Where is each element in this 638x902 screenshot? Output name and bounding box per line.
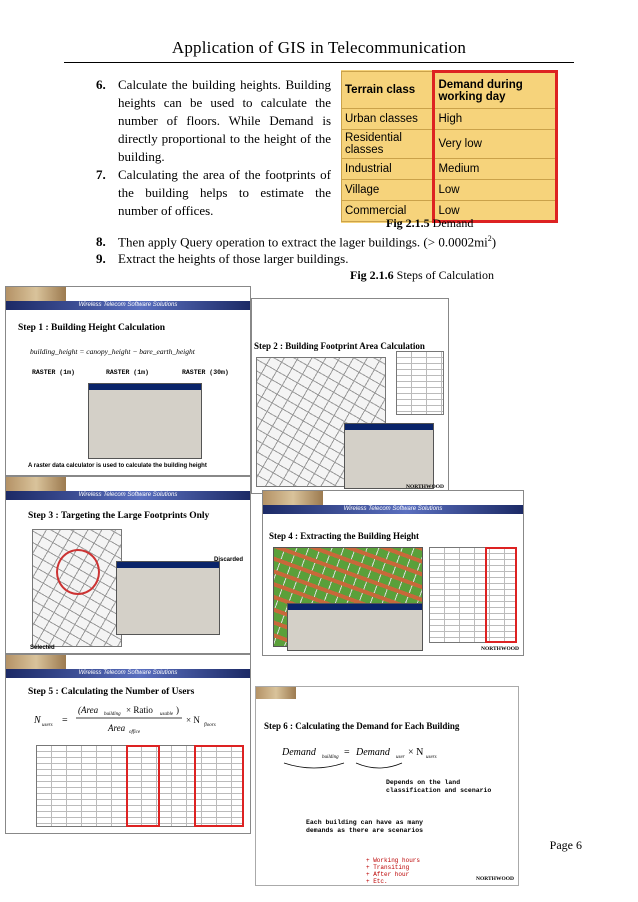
svg-text:× N: × N xyxy=(408,747,424,758)
dialog-titlebar xyxy=(345,424,433,430)
list-item xyxy=(96,251,348,267)
slide-banner: Wireless Telecom Software Solutions xyxy=(263,505,523,514)
figure-text: Demand xyxy=(432,216,474,230)
figure-caption-215 xyxy=(386,216,473,231)
list-item-number: 8. xyxy=(96,234,106,249)
slide-step4 xyxy=(262,490,524,656)
column-highlight xyxy=(126,745,160,827)
slide-step3 xyxy=(5,476,251,654)
shape-dialog xyxy=(344,423,434,489)
table-cell: Low xyxy=(434,180,557,201)
svg-text:=: = xyxy=(62,715,68,726)
table-header-cell: Demand during working day xyxy=(434,72,557,109)
selection-highlight xyxy=(56,549,100,595)
list-item-text: Calculating the area of the footprints of the building helps to estimate the number of offices. xyxy=(118,167,331,218)
figure-caption-216 xyxy=(350,268,494,283)
slide-step1 xyxy=(5,286,251,476)
globe-image xyxy=(256,687,296,699)
table-row xyxy=(342,130,557,159)
table-cell: High xyxy=(434,109,557,130)
slide-title: Step 6 : Calculating the Demand for Each Building xyxy=(264,721,460,731)
svg-text:(Area: (Area xyxy=(78,705,99,715)
table-cell: Low xyxy=(434,201,557,222)
table-cell: Medium xyxy=(434,159,557,180)
list-item: + Transiting xyxy=(366,864,410,871)
svg-text:building: building xyxy=(322,755,339,760)
figure-label: Fig 2.1.5 xyxy=(386,216,430,230)
list-item-text-tail: ) xyxy=(491,234,497,250)
svg-text:user: user xyxy=(396,755,405,760)
svg-text:Demand: Demand xyxy=(282,747,316,758)
table-cell: Commercial xyxy=(342,201,434,222)
demand-formula xyxy=(274,739,474,779)
formula: building_height = canopy_height − bare_earth_height xyxy=(30,347,195,356)
land-classification-note: Depends on the land classification and scenario xyxy=(386,779,492,794)
raster-calculator-dialog xyxy=(88,383,202,459)
svg-text:users: users xyxy=(426,755,437,760)
list-item-text: Calculate the building heights. Building heights can be used to calculate the number of floors. While Demand is directly proportional to the height of the building. xyxy=(118,77,331,164)
list-item xyxy=(96,76,331,166)
slide-step2 xyxy=(251,298,449,494)
discarded-label: Discarded xyxy=(214,557,244,563)
raster-label: RASTER (1m) xyxy=(32,369,75,376)
raster-label: RASTER (1m) xyxy=(106,369,149,376)
globe-image xyxy=(6,287,66,301)
list-item: + Etc. xyxy=(366,878,388,885)
svg-text:× N: × N xyxy=(186,715,200,725)
height-column-highlight xyxy=(485,547,517,643)
table-cell: Very low xyxy=(434,130,557,159)
formula-graphic xyxy=(26,701,226,739)
slide-note: A raster data calculator is used to calculate the building height xyxy=(28,463,207,469)
properties-dialog xyxy=(287,603,423,651)
list-item-text xyxy=(118,234,496,250)
svg-text:N: N xyxy=(34,715,41,726)
svg-text:usable: usable xyxy=(160,712,174,717)
table-cell: Village xyxy=(342,180,434,201)
slide-step5 xyxy=(5,654,251,834)
slide-title: Step 1 : Building Height Calculation xyxy=(18,323,166,333)
header-title: Application of GIS in Telecommunication xyxy=(171,38,467,57)
svg-text:Demand: Demand xyxy=(356,747,390,758)
table-cell: Urban classes xyxy=(342,109,434,130)
scenario-note: Each building can have as many demands as there are scenarios xyxy=(306,819,424,834)
list-item: + Working hours xyxy=(366,857,421,864)
slide-banner: Wireless Telecom Software Solutions xyxy=(6,301,250,310)
list-item-number: 6. xyxy=(96,77,106,92)
list-item xyxy=(96,234,496,250)
column-highlight xyxy=(194,745,244,827)
list-item-number: 7. xyxy=(96,167,106,182)
dialog-titlebar xyxy=(288,604,422,610)
list-item: + After hour xyxy=(366,871,410,878)
slide-step6 xyxy=(255,686,519,886)
demand-table xyxy=(341,70,558,223)
svg-text:office: office xyxy=(129,730,141,735)
upper-steps-list xyxy=(96,76,331,220)
slide-title: Step 2 : Building Footprint Area Calculation xyxy=(254,341,425,351)
globe-image xyxy=(6,477,66,491)
header-divider xyxy=(64,62,574,63)
svg-text:Area: Area xyxy=(108,723,126,733)
table-row xyxy=(342,159,557,180)
slide-title: Step 5 : Calculating the Number of Users xyxy=(28,687,195,697)
page-number: Page 6 xyxy=(549,838,582,852)
svg-text:× Ratio: × Ratio xyxy=(126,705,153,715)
table-cell: Residential classes xyxy=(342,130,434,159)
dialog-titlebar xyxy=(89,384,201,390)
globe-image xyxy=(6,655,66,669)
slide-title: Step 3 : Targeting the Large Footprints Only xyxy=(28,511,210,521)
list-item-text-main: Then apply Query operation to extract the lager buildings. (> 0.0002mi xyxy=(118,234,488,250)
select-dialog xyxy=(116,561,220,635)
globe-image xyxy=(263,491,323,505)
svg-text:users: users xyxy=(42,723,53,728)
table-header-row xyxy=(342,72,557,109)
svg-text:building: building xyxy=(104,712,121,717)
table-row xyxy=(342,109,557,130)
table-cell: Industrial xyxy=(342,159,434,180)
list-item-text: Extract the heights of those larger buildings. xyxy=(118,251,349,266)
northwood-logo: NORTHWOOD xyxy=(405,484,444,490)
raster-label: RASTER (30m) xyxy=(182,369,229,376)
northwood-logo: NORTHWOOD xyxy=(480,646,519,652)
slide-title: Step 4 : Extracting the Building Height xyxy=(269,531,420,541)
list-item-number: 9. xyxy=(96,251,106,266)
selected-label: Selected xyxy=(30,645,55,651)
superscript: 2 xyxy=(487,234,492,243)
attribute-table xyxy=(396,351,444,415)
dialog-titlebar xyxy=(117,562,219,568)
figure-label: Fig 2.1.6 xyxy=(350,268,394,282)
northwood-logo: NORTHWOOD xyxy=(475,876,514,882)
table-header-cell: Terrain class xyxy=(342,72,434,109)
list-item xyxy=(96,166,331,220)
svg-text:floors: floors xyxy=(204,723,216,728)
figure-text: Steps of Calculation xyxy=(396,268,494,282)
svg-text:=: = xyxy=(344,747,350,758)
table-row xyxy=(342,180,557,201)
svg-text:): ) xyxy=(176,705,179,715)
slide-banner: Wireless Telecom Software Solutions xyxy=(6,491,250,500)
slide-banner: Wireless Telecom Software Solutions xyxy=(6,669,250,678)
